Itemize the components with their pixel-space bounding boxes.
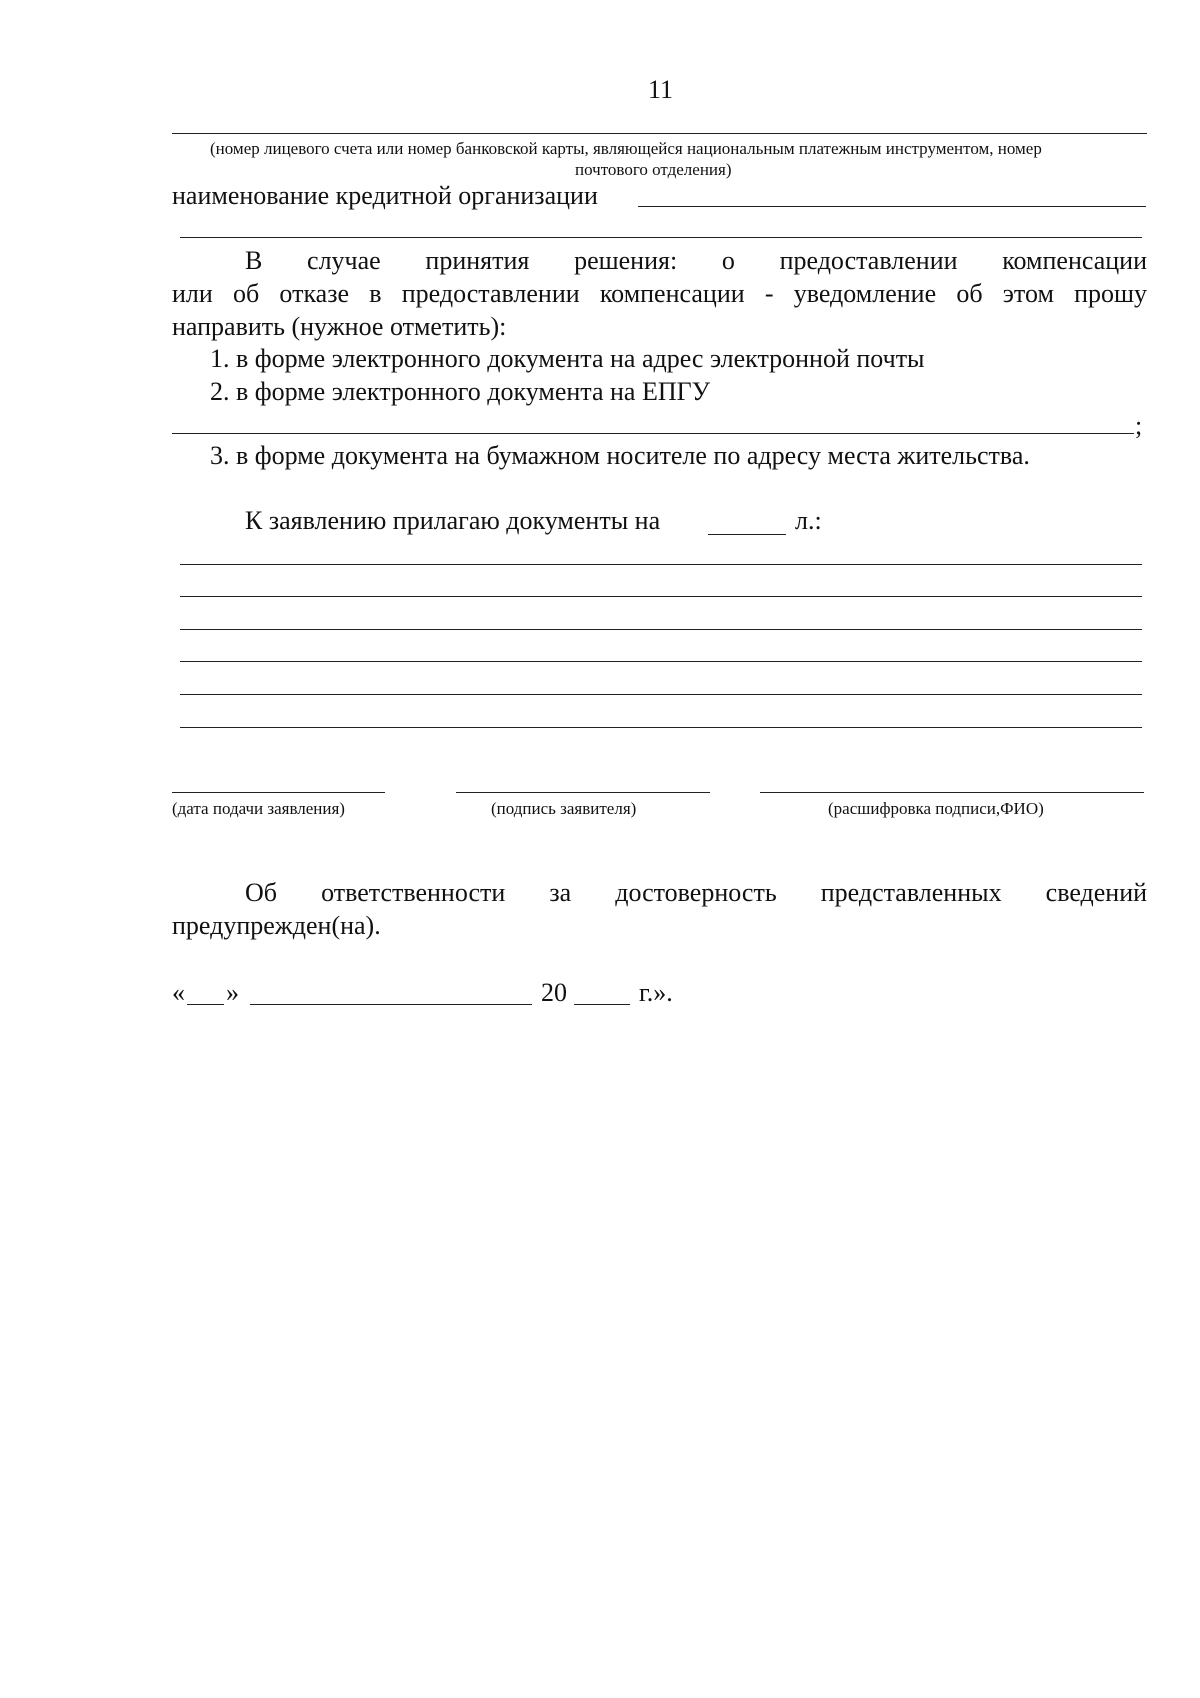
option-email[interactable]: 1. в форме электронного документа на адрес электронной почты xyxy=(210,344,925,373)
responsibility-line1: Об ответственности за достоверность представленных сведений xyxy=(245,878,1148,907)
name-caption: (расшифровка подписи,ФИО) xyxy=(828,799,1044,818)
date-caption: (дата подачи заявления) xyxy=(172,799,345,818)
attachment-line-5[interactable] xyxy=(180,694,1142,695)
month-field-line[interactable] xyxy=(250,1004,532,1005)
attachment-line-6[interactable] xyxy=(180,727,1142,728)
attachments-sheet-count-line[interactable] xyxy=(708,534,786,535)
year-prefix: 20 xyxy=(541,978,567,1007)
signature-caption: (подпись заявителя) xyxy=(491,799,637,818)
decision-paragraph-line1: В случае принятия решения: о предоставлении компенсации xyxy=(245,246,1148,275)
attachment-line-1[interactable] xyxy=(180,564,1142,565)
attachment-line-4[interactable] xyxy=(180,661,1142,662)
name-field-line[interactable] xyxy=(760,792,1144,793)
attachment-line-2[interactable] xyxy=(180,596,1142,597)
attachments-prefix: К заявлению прилагаю документы на xyxy=(245,506,661,535)
responsibility-line2: предупрежден(на). xyxy=(172,911,381,940)
year-suffix: г.». xyxy=(639,978,673,1007)
account-caption-line1: (номер лицевого счета или номер банковской карты, являющейся национальным платежным инструментом, номер xyxy=(210,139,1042,158)
decision-paragraph-line3: направить (нужное отметить): xyxy=(172,312,507,341)
account-number-line[interactable] xyxy=(172,133,1147,134)
page-number: 11 xyxy=(648,75,674,104)
epgu-detail-line[interactable] xyxy=(172,433,1134,434)
signature-field-line[interactable] xyxy=(456,792,710,793)
credit-org-line-2[interactable] xyxy=(180,237,1142,238)
date-open-quote: « xyxy=(172,978,185,1007)
option-paper[interactable]: 3. в форме документа на бумажном носителе по адресу места жительства. xyxy=(210,441,1030,470)
date-close-quote: » xyxy=(226,978,239,1007)
option-epgu[interactable]: 2. в форме электронного документа на ЕПГУ xyxy=(210,377,711,406)
attachments-suffix: л.: xyxy=(795,506,822,535)
credit-org-label: наименование кредитной организации xyxy=(172,181,598,210)
decision-paragraph-line2: или об отказе в предоставлении компенсации - уведомление об этом прошу xyxy=(172,279,1148,308)
year-field-line[interactable] xyxy=(574,1004,630,1005)
account-caption-line2: почтового отделения) xyxy=(575,160,732,179)
day-field-line[interactable] xyxy=(187,1004,224,1005)
credit-org-line[interactable] xyxy=(638,206,1146,207)
date-field-line[interactable] xyxy=(172,792,385,793)
attachment-line-3[interactable] xyxy=(180,629,1142,630)
epgu-line-semicolon: ; xyxy=(1135,411,1143,440)
